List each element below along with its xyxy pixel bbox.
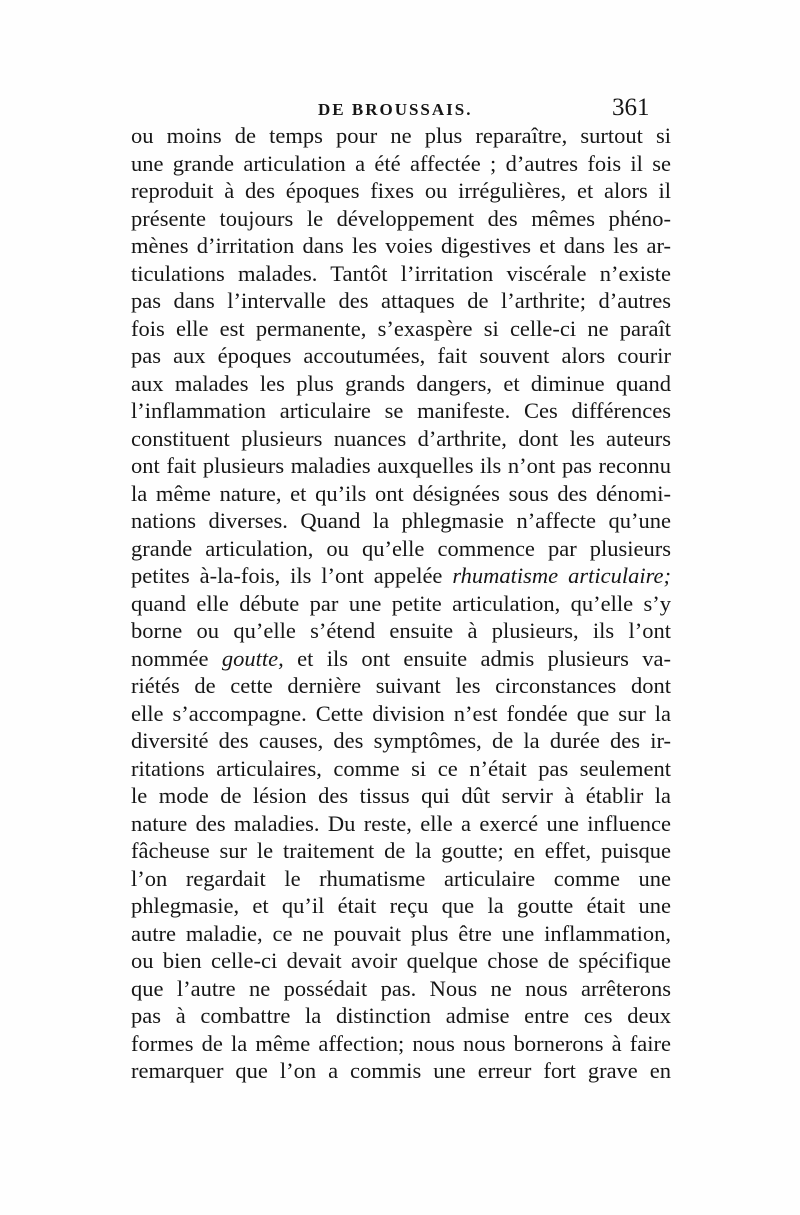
text-line: ticulations malades. Tantôt l’irritation viscérale n’existe (131, 260, 671, 286)
text-line: fâcheuse sur le traitement de la goutte; en effet, puisque (131, 838, 671, 863)
text-line: reproduit à des époques fixes ou irrégulières, et alors il (131, 178, 671, 203)
text-line: ont fait plusieurs maladies auxquelles ils n’ont pas reconnu (131, 453, 671, 478)
text-line: nature des maladies. Du reste, elle a exercé une influence (131, 810, 671, 836)
text-line: elle s’accompagne. Cette division n’est fondée que sur la (131, 700, 671, 726)
text-line: grande articulation, ou qu’elle commence par plusieurs (131, 535, 671, 561)
running-head (0, 94, 800, 124)
text-line: remarquer que l’on a commis une erreur fort grave en (131, 1058, 671, 1083)
text-line (131, 562, 671, 590)
text-line: l’on regardait le rhumatisme articulaire comme une (131, 865, 671, 891)
text-line: diversité des causes, des symptômes, de la durée des ir- (131, 728, 671, 753)
text-line: mènes d’irritation dans les voies digestives et dans les ar- (131, 233, 671, 258)
text-line: borne ou qu’elle s’étend ensuite à plusieurs, ils l’ont (131, 618, 671, 643)
text-line: nations diverses. Quand la phlegmasie n’affecte qu’une (131, 508, 671, 533)
text-line: la même nature, et qu’ils ont désignées sous des dénomi- (131, 480, 671, 506)
text-line: phlegmasie, et qu’il était reçu que la goutte était une (131, 893, 671, 918)
text-line: quand elle débute par une petite articulation, qu’elle s’y (131, 590, 671, 616)
text-line: le mode de lésion des tissus qui dût servir à établir la (131, 783, 671, 808)
text-line: aux malades les plus grands dangers, et diminue quand (131, 370, 671, 396)
text-line: une grande articulation a été affectée ; d’autres fois il se (131, 150, 671, 176)
text-line: pas aux époques accoutumées, fait souvent alors courir (131, 343, 671, 368)
text-line: pas à combattre la distinction admise entre ces deux (131, 1003, 671, 1028)
text-line: autre maladie, ce ne pouvait plus être une inflammation, (131, 920, 671, 946)
text-segment: et ils ont ensuite admis plusieurs va- (283, 645, 671, 671)
text-line: riétés de cette dernière suivant les circonstances dont (131, 673, 671, 698)
text-segment: nommée (131, 645, 222, 671)
text-segment: petites à-la-fois, ils l’ont appelée (131, 563, 453, 588)
text-line: constituent plusieurs nuances d’arthrite, dont les auteurs (131, 425, 671, 451)
text-line: formes de la même affection; nous nous bornerons à faire (131, 1030, 671, 1056)
page-number: 361 (612, 94, 650, 121)
text-line: pas dans l’intervalle des attaques de l’arthrite; d’autres (131, 288, 671, 313)
text-line: ou bien celle-ci devait avoir quelque chose de spécifique (131, 948, 671, 973)
text-line (131, 645, 671, 673)
body-text (131, 122, 671, 1085)
text-line: présente toujours le développement des mêmes phéno- (131, 205, 671, 231)
text-line: ou moins de temps pour ne plus reparaître, surtout si (131, 123, 671, 148)
italic-term: rhumatisme articulaire; (452, 563, 671, 588)
text-line: l’inflammation articulaire se manifeste. Ces différences (131, 398, 671, 423)
text-line: fois elle est permanente, s’exaspère si celle-ci ne paraît (131, 315, 671, 341)
text-line: que l’autre ne possédait pas. Nous ne nous arrêterons (131, 975, 671, 1001)
italic-term: goutte, (221, 645, 284, 671)
text-line: ritations articulaires, comme si ce n’était pas seulement (131, 755, 671, 781)
running-title: DE BROUSSAIS. (318, 100, 473, 119)
